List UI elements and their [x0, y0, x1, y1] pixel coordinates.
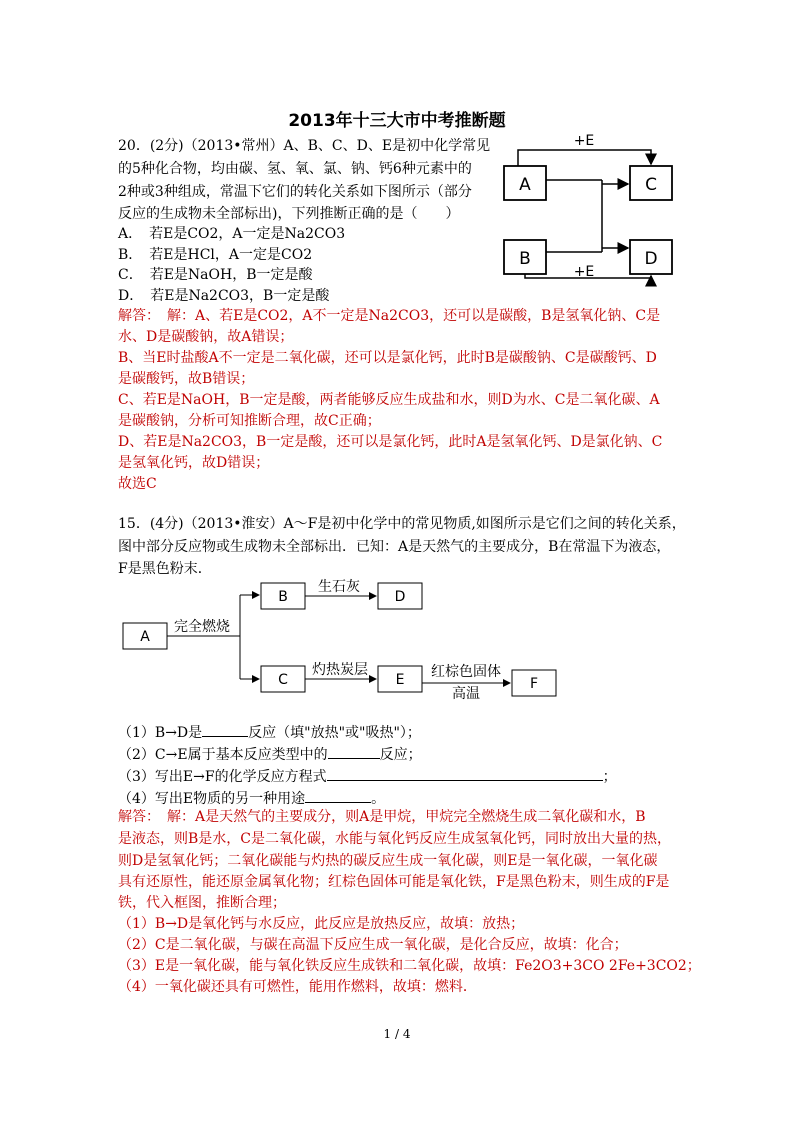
q15-sub2-prefix: （2）C→E属于基本反应类型中的	[118, 747, 328, 763]
q20-stem-line: 反应的生成物未全部标出)，下列推断正确的是（ ）	[118, 206, 460, 222]
q15-answer-line: 解答： 解：A是天然气的主要成分，则A是甲烷，甲烷完全燃烧生成二氧化碳和水，B	[118, 809, 646, 825]
page-title: 2013年十三大市中考推断题	[288, 111, 506, 131]
node-c-label: C	[278, 672, 288, 688]
q20-stem-line: 20．(2分)（2013•常州）A、B、C、D、E是初中化学常见	[118, 138, 491, 154]
q20-answer-line: B、当E时盐酸A不一定是二氧化碳，还可以是氯化钙，此时B是碳酸钠、C是碳酸钙、D	[118, 350, 657, 366]
q15-answer-line: 铁，代入框图，推断合理；	[118, 895, 286, 911]
page-number: 1 / 4	[383, 1027, 411, 1041]
q15-answer-line: （3）E是一氧化碳，能与氧化铁反应生成铁和二氧化碳，故填：Fe2O3+3CO 2Fe+3CO2；	[118, 958, 701, 974]
q15-sub4-prefix: （4）写出E物质的另一种用途	[118, 791, 306, 807]
q20-answer-line: 是碳酸钠，分析可知推断合理，故C正确；	[118, 413, 381, 429]
q15-sub2-blank[interactable]	[328, 744, 380, 759]
q20-answer-line: 水、D是碳酸钠，故A错误；	[118, 329, 294, 345]
q20-answer-line: 解答： 解：A、若E是CO2，A不一定是Na2CO3，还可以是碳酸，B是氢氧化钠、C是	[118, 308, 661, 324]
bd-reaction-label: 生石灰	[318, 579, 360, 595]
q15-sub1-suffix: 反应（填"放热"或"吸热"）；	[248, 725, 421, 741]
q20-stem-line: 的5种化合物，均由碳、氢、氧、氯、钠、钙6种元素中的	[118, 161, 472, 177]
q20-conversion-diagram	[490, 128, 680, 288]
q15-answer-line: （2）C是二氧化碳，与碳在高温下反应生成一氧化碳，是化合反应，故填：化合；	[118, 937, 628, 953]
q20-answer-line: 是氢氧化钙，故D错误；	[118, 455, 270, 471]
q15-sub3	[118, 766, 617, 786]
ef-reaction-label-bottom: 高温	[452, 686, 480, 702]
q15-sub2-suffix: 反应；	[379, 747, 422, 763]
q15-sub3-suffix: ；	[602, 769, 617, 785]
q15-sub1	[118, 722, 421, 742]
node-c-label: C	[645, 175, 657, 195]
q15-sub2	[118, 744, 422, 764]
ef-reaction-label-top: 红棕色固体	[431, 664, 501, 680]
q20-option-b: B． 若E是HCl，A一定是CO2	[118, 247, 313, 263]
node-e-label: E	[395, 672, 405, 688]
q15-sub3-blank[interactable]	[327, 766, 603, 781]
q15-answer-line: 则D是氢氧化钙；二氧化碳能与灼热的碳反应生成一氧化碳，则E是一氧化碳，一氧化碳	[118, 853, 658, 869]
q20-answer-line: D、若E是Na2CO3，B一定是酸，还可以是氯化钙，此时A是氢氧化钙、D是氯化钠、C	[118, 434, 663, 450]
q15-answer-line: 是液态，则B是水，C是二氧化碳，水能与氧化钙反应生成氢氧化钙，同时放出大量的热，	[118, 831, 671, 847]
bottom-plus-e-label: +E	[573, 264, 595, 280]
q15-sub1-prefix: （1）B→D是	[118, 725, 203, 741]
q15-answer-line: （4）一氧化碳还具有可燃性，能用作燃料，故填：燃料．	[118, 979, 477, 995]
node-b-label: B	[519, 249, 531, 269]
q20-option-d: D． 若E是Na2CO3，B一定是酸	[118, 288, 330, 304]
q15-stem-line: 15．(4分)（2013•淮安）A～F是初中化学中的常见物质,如图所示是它们之间的转化关系，	[118, 516, 686, 532]
q15-stem-line: 图中部分反应物或生成物未全部标出．已知：A是天然气的主要成分，B在常温下为液态，	[118, 539, 671, 555]
q15-sub4	[118, 788, 385, 808]
q15-sub1-blank[interactable]	[202, 722, 248, 737]
node-d-label: D	[644, 249, 658, 269]
q20-option-a: A． 若E是CO2，A一定是Na2CO3	[118, 226, 346, 242]
node-d-label: D	[394, 589, 406, 605]
node-a-label: A	[140, 629, 150, 645]
q20-stem-line: 2种或3种组成，常温下它们的转化关系如下图所示（部分	[118, 184, 472, 200]
node-f-label: F	[529, 676, 539, 692]
q20-answer-line: 是碳酸钙，故B错误；	[118, 371, 255, 387]
q20-option-c: C． 若E是NaOH，B一定是酸	[118, 267, 313, 283]
node-a-label: A	[519, 175, 531, 195]
top-plus-e-label: +E	[573, 133, 595, 149]
q20-answer-line: 故选C	[118, 476, 157, 492]
node-b-label: B	[278, 589, 288, 605]
q15-answer-line: 具有还原性，能还原金属氧化物；红棕色固体可能是氧化铁，F是黑色粉末，则生成的F是	[118, 874, 670, 890]
q15-answer-line: （1）B→D是氧化钙与水反应，此反应是放热反应，故填：放热；	[118, 916, 525, 932]
q20-answer-line: C、若E是NaOH，B一定是酸，两者能够反应生成盐和水，则D为水、C是二氧化碳、A	[118, 392, 660, 408]
q15-sub3-prefix: （3）写出E→F的化学反应方程式	[118, 769, 327, 785]
q15-sub4-suffix: 。	[371, 791, 386, 807]
q15-stem-line: F是黑色粉末．	[118, 561, 212, 577]
ce-reaction-label: 灼热炭层	[312, 662, 368, 678]
q15-conversion-diagram	[118, 575, 568, 710]
a-reaction-label: 完全燃烧	[174, 619, 230, 635]
q15-sub4-blank[interactable]	[305, 788, 371, 803]
